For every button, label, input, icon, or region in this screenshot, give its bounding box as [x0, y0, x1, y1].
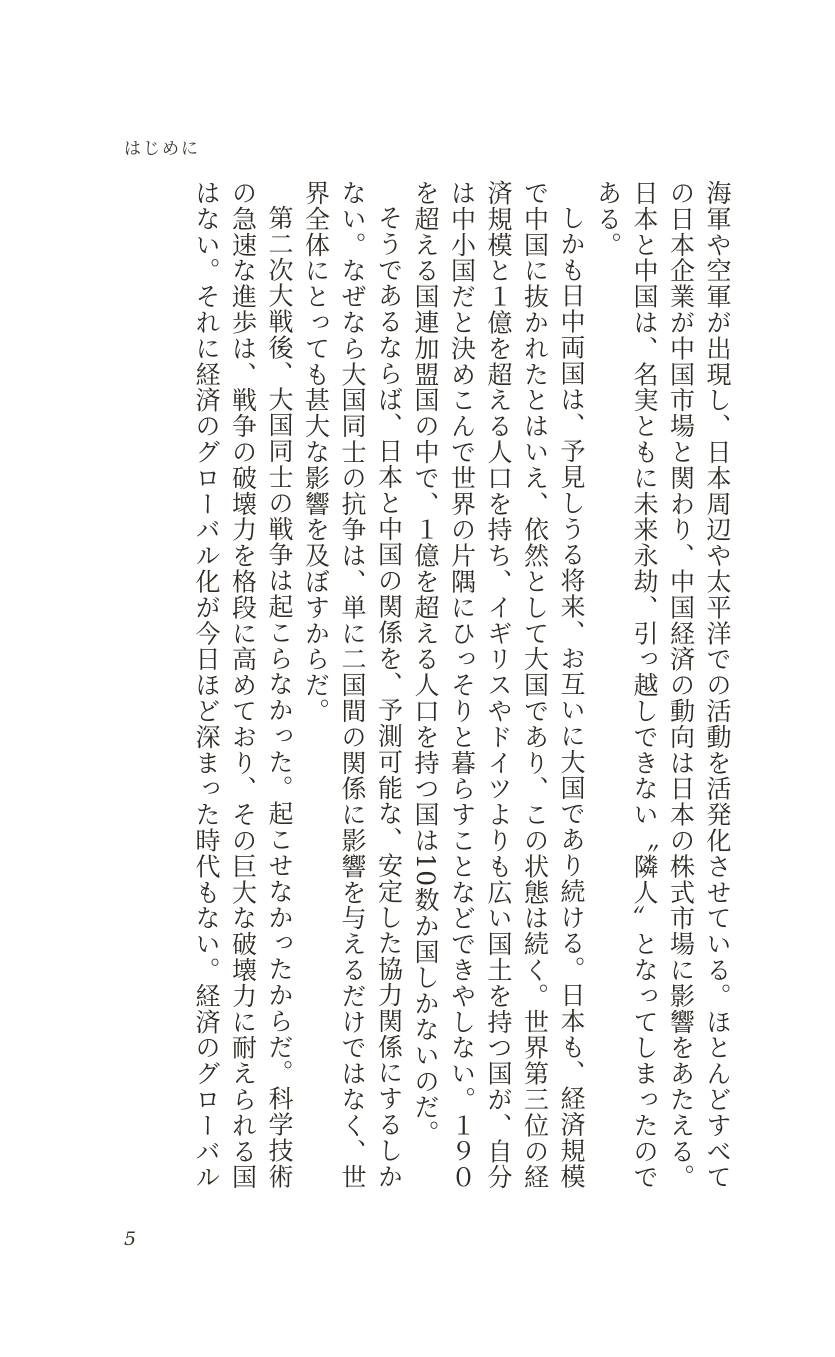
text-column: しかも日中両国は、予見しうる将来、お互いに大国であり続ける。日本も、経済規模 [557, 205, 586, 1190]
vertical-text-body [95, 180, 735, 1215]
text-column: を超える国連加盟国の中で、１億を超える人口を持つ国は10数か国しかないのだ。 [411, 180, 440, 1147]
text-column: は中小国だと決めこんで世界の片隅にひっそりと暮らすことなどできやしない。１９０ [447, 180, 477, 1191]
running-head: はじめに [124, 139, 200, 159]
text-column: ある。 [593, 180, 623, 258]
text-column: で中国に抜かれたとはいえ、依然として大国であり、この状態は続く。世界第三位の経 [520, 180, 550, 1191]
text-column: の急速な進歩は、戦争の破壊力を格段に高めており、その巨大な破壊力に耐えられる国 [228, 180, 258, 1191]
text-column: 海軍や空軍が出現し、日本周辺や太平洋での活動を活発化させている。ほとんどすべて [703, 180, 732, 1191]
text-column: そうであるならば、日本と中国の関係を、予測可能な、安定した協力関係にするしか [374, 205, 404, 1190]
text-column: ない。なぜなら大国同士の抗争は、単に二国間の関係に影響を与えるだけではなく、世 [338, 180, 367, 1191]
text-column: の日本企業が中国市場と関わり、中国経済の動向は日本の株式市場に影響をあたえる。 [666, 180, 696, 1191]
page-number: 5 [124, 1228, 137, 1250]
text-column: 界全体にとっても甚大な影響を及ぼすからだ。 [301, 180, 331, 724]
text-column: 第二次大戦後、大国同士の戦争は起こらなかった。起こせなかったからだ。科学技術 [265, 205, 294, 1190]
text-column: はない。それに経済のグローバル化が今日ほど深まった時代もない。経済のグローバル [192, 180, 221, 1191]
text-column: 済規模と１億を超える人口を持ち、イギリスやドイツよりも広い国土を持つ国が、自分 [484, 180, 513, 1191]
text-column: 日本と中国は、名実ともに未来永劫、引っ越しできない〝隣人〟となってしまったので [630, 180, 659, 1191]
